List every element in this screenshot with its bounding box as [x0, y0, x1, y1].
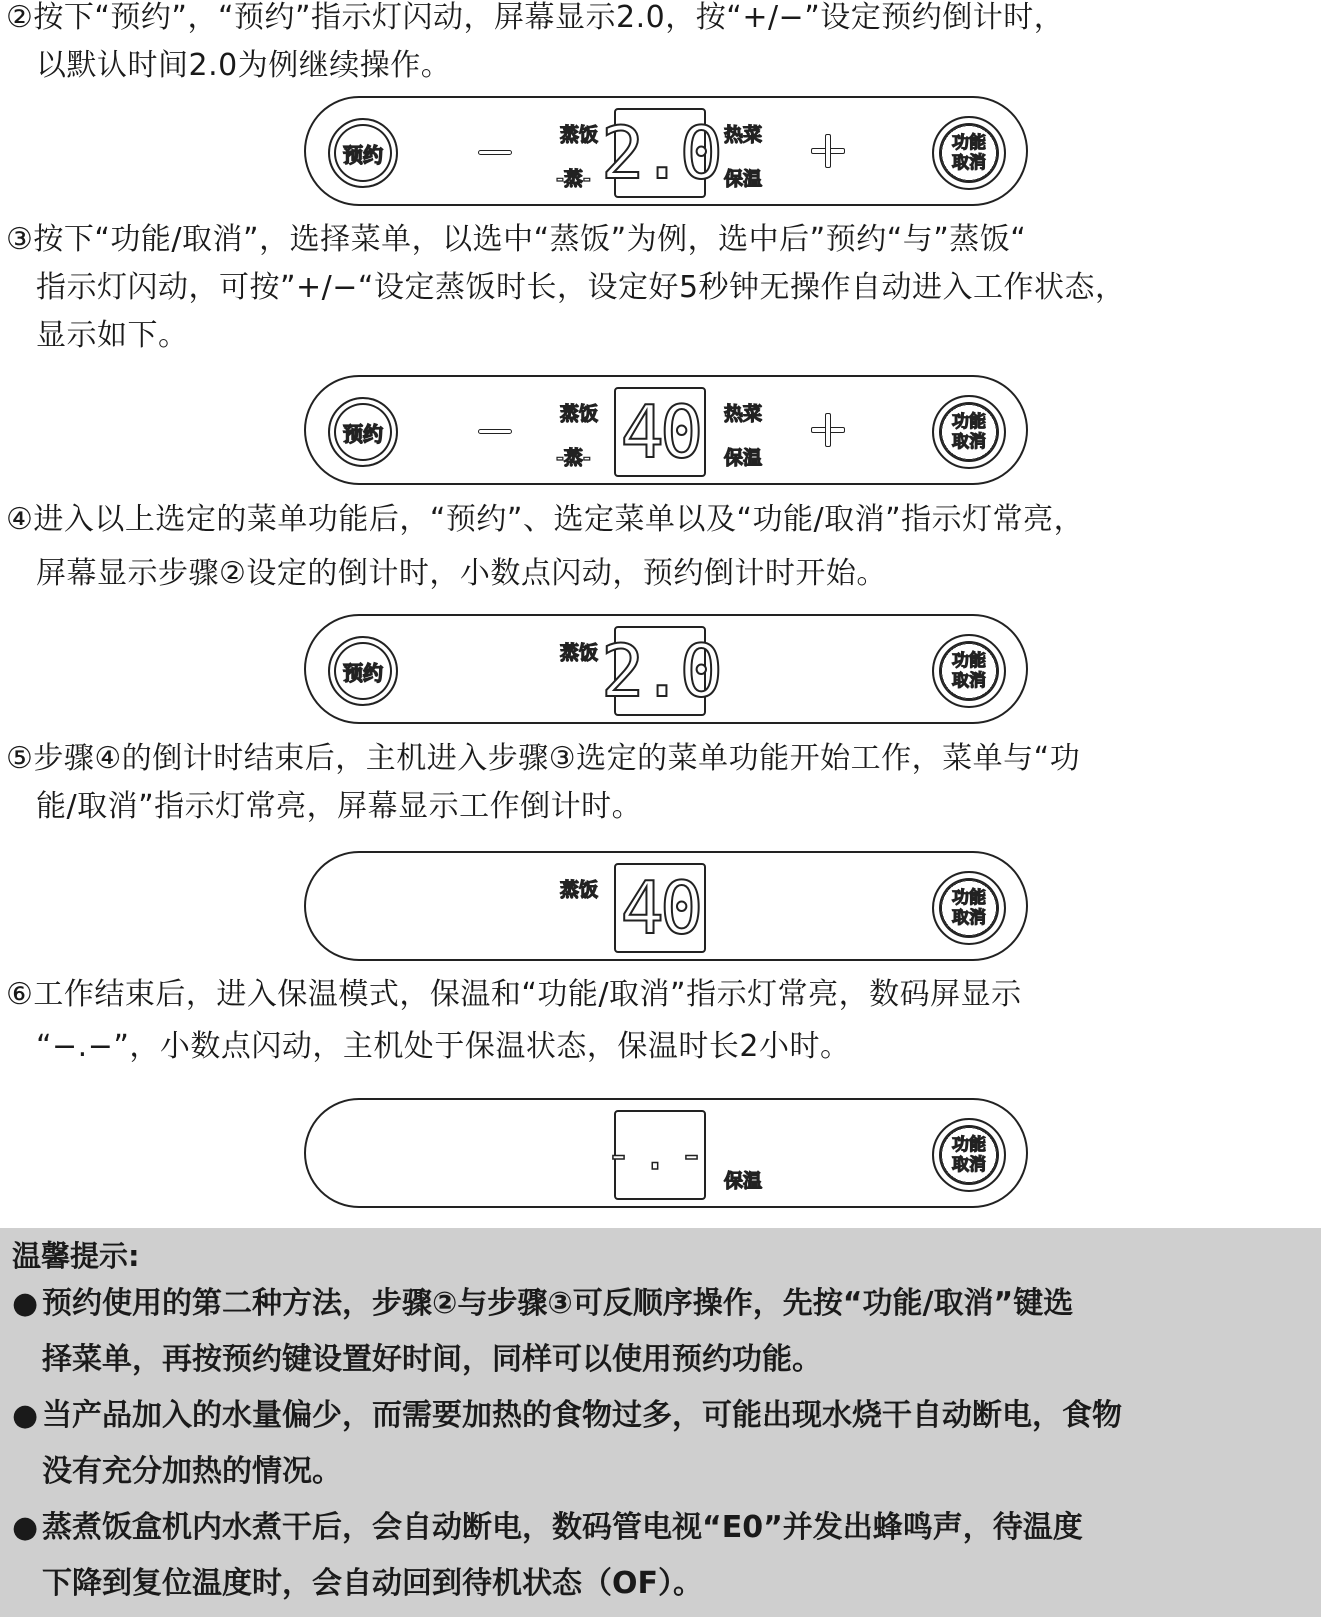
- tips-title: 温馨提示:: [12, 1239, 140, 1273]
- digital-display: [600, 626, 720, 716]
- control-panel-2: [304, 375, 1028, 485]
- step-5-text: [6, 735, 1312, 831]
- tip-line-2: 下降到复位温度时，会自动回到待机状态（OF）。: [42, 1566, 703, 1601]
- bullet-icon: ●: [12, 1398, 39, 1433]
- display-value: 40: [620, 390, 700, 474]
- display-value: 40: [620, 866, 700, 950]
- tip-item: [12, 1500, 1312, 1612]
- step-4-line-2: 屏幕显示步骤②设定的倒计时，小数点闪动，预约倒计时开始。: [36, 556, 887, 591]
- step-3-line-3: 显示如下。: [36, 318, 189, 353]
- bullet-icon: ●: [12, 1286, 39, 1321]
- function-label: 功能: [952, 888, 986, 908]
- function-cancel-button[interactable]: [932, 634, 1006, 708]
- function-label: 功能: [952, 412, 986, 432]
- display-value: -.-: [605, 1129, 715, 1180]
- function-label: 功能: [952, 651, 986, 671]
- steam-rice-indicator: 蒸饭: [560, 642, 599, 664]
- digital-display: [614, 863, 706, 953]
- keep-warm-indicator: 保温: [724, 1170, 763, 1192]
- cancel-label: 取消: [952, 153, 986, 173]
- keep-warm-indicator: 保温: [724, 447, 763, 469]
- tip-item: [12, 1276, 1312, 1388]
- step-6-text: [6, 971, 1312, 1071]
- heat-dish-indicator: 热菜: [724, 124, 763, 146]
- steam-rice-indicator: 蒸饭: [560, 403, 599, 425]
- step-5-line-1: ⑤步骤④的倒计时结束后，主机进入步骤③选定的菜单功能开始工作，菜单与“功: [6, 741, 1081, 776]
- function-label: 功能: [952, 133, 986, 153]
- display-value: 2.0: [600, 111, 720, 195]
- step-2-line-1: ②按下“预约”，“预约”指示灯闪动，屏幕显示2.0，按“+/−”设定预约倒计时，: [6, 0, 1065, 35]
- step-5-line-2: 能/取消”指示灯常亮，屏幕显示工作倒计时。: [36, 789, 643, 824]
- step-6-line-1: ⑥工作结束后，进入保温模式，保温和“功能/取消”指示灯常亮，数码屏显示: [6, 977, 1022, 1012]
- plus-button[interactable]: [811, 134, 845, 168]
- plus-button[interactable]: [811, 413, 845, 447]
- steam-indicator: -蒸-: [556, 168, 591, 190]
- function-cancel-button[interactable]: [932, 116, 1006, 190]
- function-cancel-button[interactable]: [932, 1118, 1006, 1192]
- digital-display: [605, 1110, 715, 1200]
- cancel-label: 取消: [952, 1155, 986, 1175]
- step-6-line-2: “−.−”，小数点闪动，主机处于保温状态，保温时长2小时。: [36, 1029, 851, 1064]
- function-cancel-button[interactable]: [932, 871, 1006, 945]
- tip-line-1: 当产品加入的水量偏少，而需要加热的食物过多，可能出现水烧干自动断电，食物: [42, 1398, 1122, 1433]
- steam-indicator: -蒸-: [556, 447, 591, 469]
- tip-line-1: 预约使用的第二种方法，步骤②与步骤③可反顺序操作，先按“功能/取消”键选: [42, 1286, 1074, 1321]
- tip-line-1: 蒸煮饭盒机内水煮干后，会自动断电，数码管电视“E0”并发出蜂鸣声，待温度: [42, 1510, 1083, 1545]
- reserve-button[interactable]: 预约: [328, 397, 398, 467]
- digital-display: [614, 387, 706, 477]
- step-2-text: [6, 0, 1312, 90]
- reserve-button[interactable]: 预约: [328, 118, 398, 188]
- display-value: 2.0: [600, 629, 720, 713]
- step-2-line-2: 以默认时间2.0为例继续操作。: [36, 48, 452, 83]
- control-panel-4: [304, 851, 1028, 961]
- step-4-line-1: ④进入以上选定的菜单功能后，“预约”、选定菜单以及“功能/取消”指示灯常亮，: [6, 502, 1085, 537]
- bullet-icon: ●: [12, 1510, 39, 1545]
- control-panel-1: [304, 96, 1028, 206]
- tips-box: [0, 1228, 1321, 1617]
- heat-dish-indicator: 热菜: [724, 403, 763, 425]
- step-3-line-2: 指示灯闪动，可按”+/−“设定蒸饭时长，设定好5秒钟无操作自动进入工作状态，: [36, 270, 1126, 305]
- tip-line-2: 择菜单，再按预约键设置好时间，同样可以使用预约功能。: [42, 1342, 822, 1377]
- step-3-line-1: ③按下“功能/取消”，选择菜单，以选中“蒸饭”为例，选中后”预约“与”蒸饭“: [6, 222, 1027, 257]
- digital-display: [600, 108, 720, 198]
- keep-warm-indicator: 保温: [724, 168, 763, 190]
- control-panel-3: [304, 614, 1028, 724]
- tip-line-2: 没有充分加热的情况。: [42, 1454, 342, 1489]
- cancel-label: 取消: [952, 908, 986, 928]
- tip-item: [12, 1388, 1312, 1500]
- step-4-text: [6, 496, 1312, 598]
- control-panel-5: [304, 1098, 1028, 1208]
- reserve-button[interactable]: 预约: [328, 636, 398, 706]
- minus-button[interactable]: [478, 150, 512, 155]
- cancel-label: 取消: [952, 671, 986, 691]
- steam-rice-indicator: 蒸饭: [560, 879, 599, 901]
- function-label: 功能: [952, 1135, 986, 1155]
- minus-button[interactable]: [478, 429, 512, 434]
- cancel-label: 取消: [952, 432, 986, 452]
- steam-rice-indicator: 蒸饭: [560, 124, 599, 146]
- step-3-text: [6, 216, 1312, 360]
- function-cancel-button[interactable]: [932, 395, 1006, 469]
